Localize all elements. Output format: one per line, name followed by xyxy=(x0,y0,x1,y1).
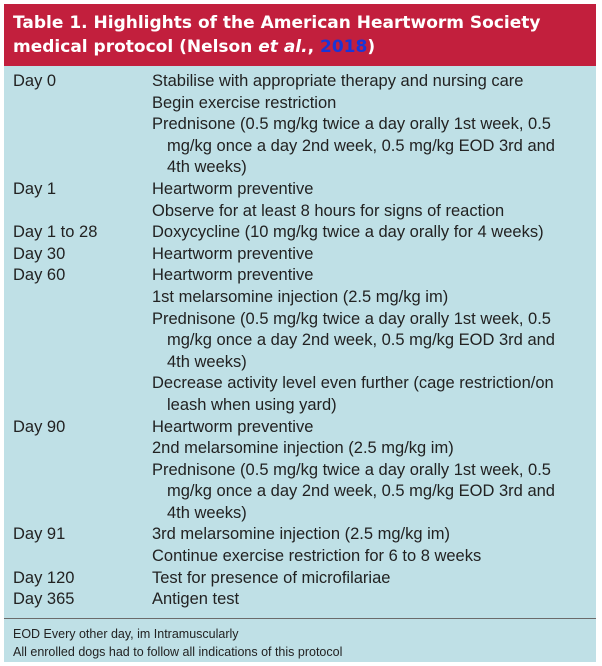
day-entries xyxy=(152,222,596,244)
table-body xyxy=(4,66,596,611)
day-label: Day 30 xyxy=(13,244,66,263)
protocol-step: Prednisone (0.5 mg/kg twice a day orally 1st week, 0.5 mg/kg once a day 2nd week, 0.5 mg/kg EOD 3rd and 4th weeks) xyxy=(152,115,555,177)
protocol-step: Heartworm preventive xyxy=(152,266,314,285)
table-row xyxy=(4,179,596,222)
day-label: Day 1 xyxy=(13,179,57,198)
protocol-step: Decrease activity level even further (cage restriction/on leash when using yard) xyxy=(152,374,554,414)
table-row xyxy=(4,417,596,525)
day-entries xyxy=(152,417,596,525)
table-footnotes xyxy=(4,618,596,662)
day-label: Day 365 xyxy=(13,590,75,609)
title-close-paren: ) xyxy=(367,37,376,57)
table-row xyxy=(4,524,596,567)
day-entries xyxy=(152,524,596,567)
day-label: Day 120 xyxy=(13,568,75,587)
table-title xyxy=(4,4,596,66)
title-text: Table 1. Highlights of the American Heartworm Society medical protocol (Nelson xyxy=(13,13,541,57)
day-entries xyxy=(152,589,596,611)
table-row xyxy=(4,71,596,179)
protocol-step: Observe for at least 8 hours for signs of reaction xyxy=(152,201,505,220)
protocol-step: Stabilise with appropriate therapy and nursing care xyxy=(152,72,524,90)
table-row xyxy=(4,244,596,266)
title-separator: , xyxy=(307,37,320,57)
day-label: Day 90 xyxy=(13,417,66,436)
table-row xyxy=(4,265,596,416)
footnote: All enrolled dogs had to follow all indications of this protocol xyxy=(13,645,343,659)
table-row xyxy=(4,568,596,590)
protocol-step: Test for presence of microfilariae xyxy=(152,568,391,587)
protocol-step: Prednisone (0.5 mg/kg twice a day orally 1st week, 0.5 mg/kg once a day 2nd week, 0.5 mg/kg EOD 3rd and 4th weeks) xyxy=(152,460,555,522)
reference-year-link[interactable]: 2018 xyxy=(319,37,368,57)
footnote: EOD Every other day, im Intramuscularly xyxy=(13,627,239,641)
day-label: Day 1 to 28 xyxy=(13,223,98,242)
day-entries xyxy=(152,71,596,179)
protocol-step: Antigen test xyxy=(152,590,240,609)
table-row xyxy=(4,589,596,611)
protocol-step: Begin exercise restriction xyxy=(152,93,337,112)
day-label: Day 0 xyxy=(13,72,57,90)
protocol-step: Continue exercise restriction for 6 to 8 weeks xyxy=(152,547,482,566)
day-entries xyxy=(152,179,596,222)
day-label: Day 60 xyxy=(13,266,66,285)
protocol-step: 1st melarsomine injection (2.5 mg/kg im) xyxy=(152,287,449,306)
day-label: Day 91 xyxy=(13,525,66,544)
protocol-step: Heartworm preventive xyxy=(152,244,314,263)
protocol-step: Doxycycline (10 mg/kg twice a day orally for 4 weeks) xyxy=(152,223,544,242)
day-entries xyxy=(152,265,596,416)
day-entries xyxy=(152,568,596,590)
table-row xyxy=(4,222,596,244)
day-entries xyxy=(152,244,596,266)
protocol-table xyxy=(4,4,596,662)
protocol-step: Prednisone (0.5 mg/kg twice a day orally 1st week, 0.5 mg/kg once a day 2nd week, 0.5 mg/kg EOD 3rd and 4th weeks) xyxy=(152,309,555,371)
protocol-step: 2nd melarsomine injection (2.5 mg/kg im) xyxy=(152,439,454,458)
protocol-step: 3rd melarsomine injection (2.5 mg/kg im) xyxy=(152,525,451,544)
title-et-al: et al. xyxy=(258,37,308,57)
protocol-step: Heartworm preventive xyxy=(152,179,314,198)
protocol-step: Heartworm preventive xyxy=(152,417,314,436)
